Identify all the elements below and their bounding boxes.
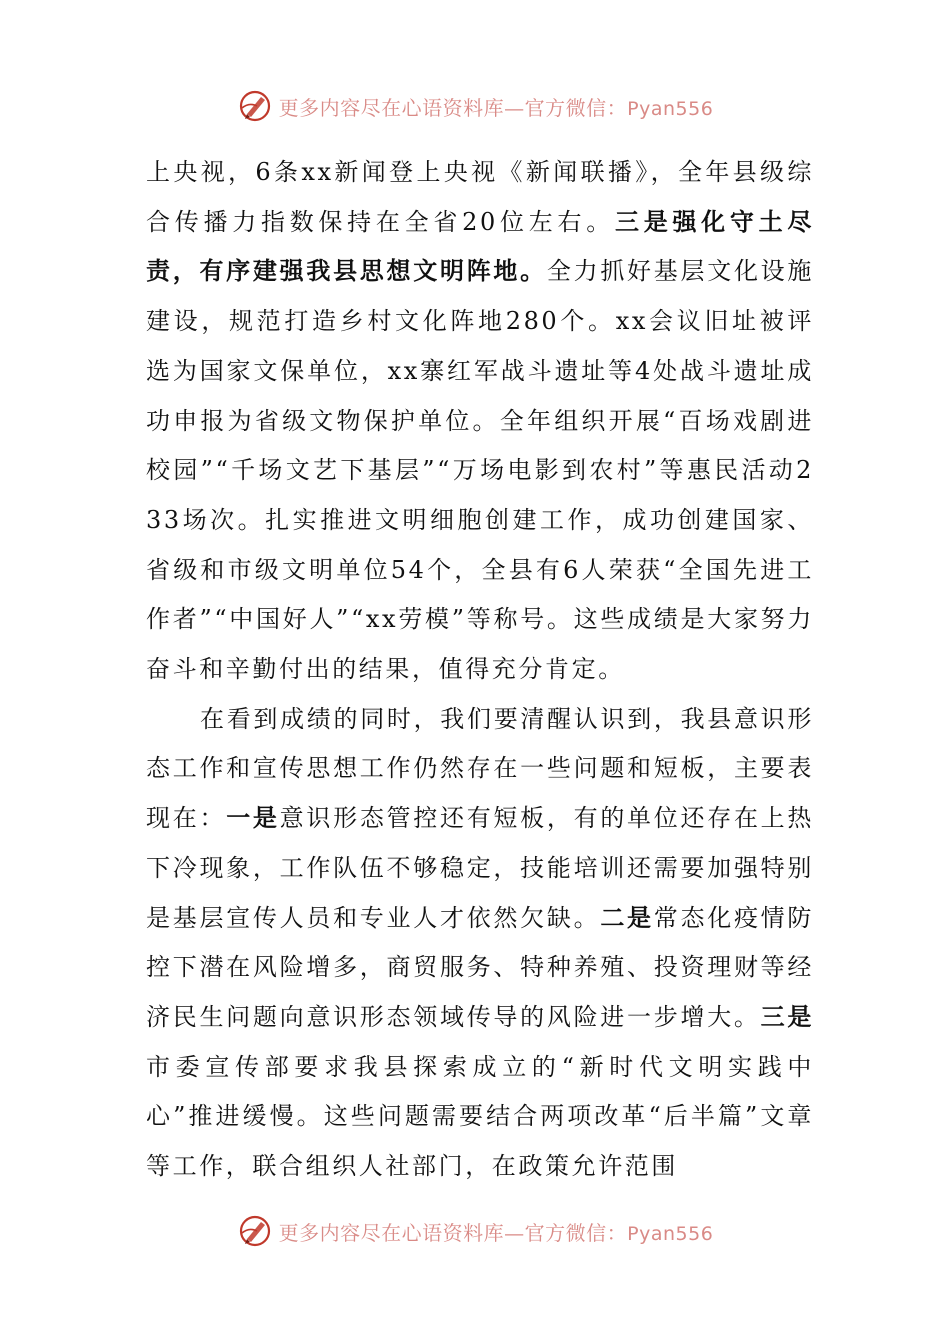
watermark-wechat-id: Pyan556 [627,97,714,120]
watermark-wechat-id: Pyan556 [627,1222,714,1245]
document-body [146,148,814,1192]
watermark-separator: — [504,95,525,120]
pen-circle-icon [237,1213,273,1249]
watermark-wechat-label: 官方微信： [524,95,628,120]
watermark-main-text: 更多内容尽在心语资料库 [278,1220,505,1245]
paragraph-1-bold-heading: 三是强化守土尽责，有序建强我县思想文明阵地。 [146,207,814,286]
paragraph-1-text-b: 全力抓好基层文化设施建设，规范打造乡村文化阵地280个。xx会议旧址被评选为国家文保单位，xx寨红军战斗遗址等4处战斗遗址成功申报为省级文物保护单位。全年组织开展“百场戏剧进校园”“千场文艺下基层”“万场电影到农村”等惠民活动233场次。扎实推进文明细胞创建工作，成功创建国家、省级和市级文明单位54个，全县有6人荣获“全国先进工作者”“中国好人”“xx劳模”等称号。这些成绩是大家努力奋斗和辛勤付出的结果，值得充分肯定。 [146,257,814,684]
paragraph-2-bold-first: 一是 [226,804,280,833]
watermark-text [279,1217,714,1246]
watermark-text [279,92,714,121]
paragraph-2-text-d: 市委宣传部要求我县探索成立的“新时代文明实践中心”推进缓慢。这些问题需要结合两项改革“后半篇”文章等工作，联合组织人社部门，在政策允许范围 [146,1052,814,1181]
paragraph-2-text-b: 意识形态管控还有短板，有的单位还存在上热下冷现象，工作队伍不够稳定，技能培训还需要加强特别是基层宣传人员和专业人才依然欠缺。 [146,804,815,932]
paragraph-1-text-a: 上央视，6条xx新闻登上央视《新闻联播》，全年县级综合传播力指数保持在全省20位左右。 [146,158,814,236]
watermark-main-text: 更多内容尽在心语资料库 [278,95,505,120]
watermark-wechat-label: 官方微信： [524,1220,628,1245]
paragraph-2-bold-third: 三是 [760,1002,814,1031]
watermark-banner-bottom [0,1211,950,1251]
watermark-separator: — [504,1220,525,1245]
watermark-banner-top [0,86,950,126]
paragraph-1 [146,148,814,695]
paragraph-2-bold-second: 二是 [600,903,654,932]
paragraph-2-text-c: 常态化疫情防控下潜在风险增多，商贸服务、特种养殖、投资理财等经济民生问题向意识形态领域传导的风险进一步增大。 [146,903,814,1031]
paragraph-2 [146,695,814,1192]
pen-circle-icon [237,88,273,124]
paragraph-2-text-a: 在看到成绩的同时，我们要清醒认识到，我县意识形态工作和宣传思想工作仍然存在一些问题和短板，主要表现在： [146,704,814,833]
